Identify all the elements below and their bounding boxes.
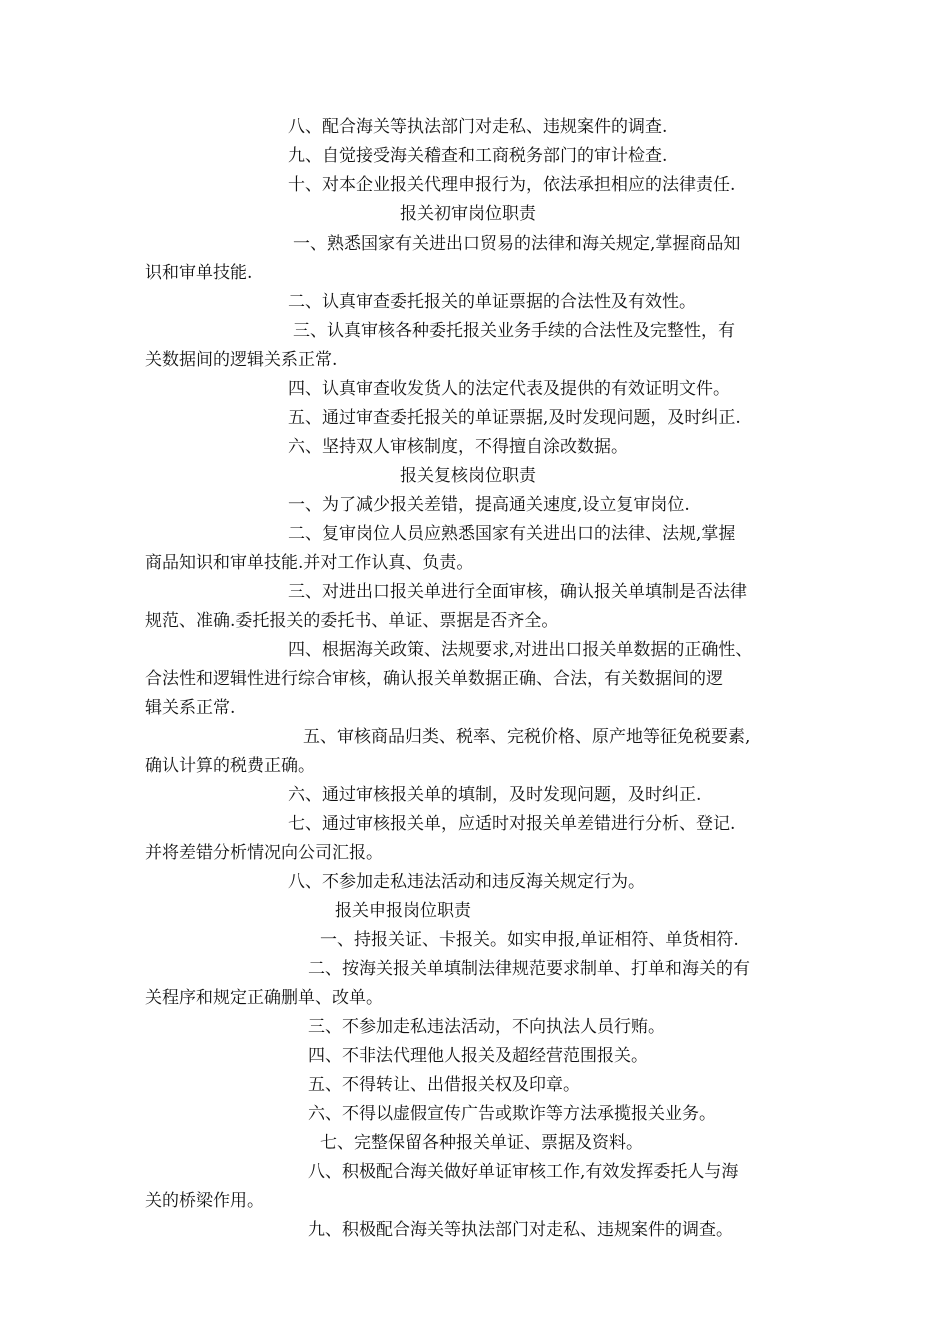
paragraph-line: 八、不参加走私违法活动和违反海关规定行为。	[288, 872, 645, 892]
paragraph-line: 商品知识和审单技能.并对工作认真、负责。	[145, 553, 474, 573]
paragraph-line: 识和审单技能.	[145, 263, 253, 283]
paragraph-line: 规范、准确.委托报关的委托书、单证、票据是否齐全。	[145, 611, 559, 631]
paragraph-line: 四、不非法代理他人报关及超经营范围报关。	[308, 1046, 648, 1066]
paragraph-line: 六、坚持双人审核制度，不得擅自涂改数据。	[288, 437, 628, 457]
paragraph-line: 一、为了减少报关差错，提高通关速度,设立复审岗位.	[288, 495, 690, 515]
paragraph-line: 一、熟悉国家有关进出口贸易的法律和海关规定,掌握商品知	[293, 234, 741, 254]
paragraph-line: 关程序和规定正确删单、改单。	[145, 988, 383, 1008]
paragraph-line: 九、积极配合海关等执法部门对走私、违规案件的调查。	[308, 1220, 733, 1240]
paragraph-line: 三、认真审核各种委托报关业务手续的合法性及完整性，有	[293, 321, 735, 341]
paragraph-line: 八、配合海关等执法部门对走私、违规案件的调查.	[288, 117, 668, 137]
paragraph-line: 七、通过审核报关单，应适时对报关单差错进行分析、登记.	[288, 814, 736, 834]
paragraph-line: 二、按海关报关单填制法律规范要求制单、打单和海关的有	[308, 959, 750, 979]
paragraph-line: 确认计算的税费正确。	[145, 756, 315, 776]
paragraph-line: 五、通过审查委托报关的单证票据,及时发现问题，及时纠正.	[288, 408, 741, 428]
paragraph-line: 四、认真审查收发货人的法定代表及提供的有效证明文件。	[288, 379, 730, 399]
section-title-initial-review: 报关初审岗位职责	[400, 204, 536, 224]
section-title-recheck: 报关复核岗位职责	[400, 466, 536, 486]
paragraph-line: 七、完整保留各种报关单证、票据及资料。	[320, 1133, 643, 1153]
paragraph-line: 四、根据海关政策、法规要求,对进出口报关单数据的正确性、	[288, 640, 753, 660]
paragraph-line: 五、不得转让、出借报关权及印章。	[308, 1075, 580, 1095]
paragraph-line: 八、积极配合海关做好单证审核工作,有效发挥委托人与海	[308, 1162, 739, 1182]
paragraph-line: 十、对本企业报关代理申报行为，依法承担相应的法律责任.	[288, 175, 736, 195]
paragraph-line: 二、认真审查委托报关的单证票据的合法性及有效性。	[288, 292, 696, 312]
paragraph-line: 合法性和逻辑性进行综合审核，确认报关单数据正确、合法，有关数据间的逻	[145, 669, 723, 689]
paragraph-line: 五、审核商品归类、税率、完税价格、原产地等征免税要素,	[303, 727, 751, 747]
paragraph-line: 关的桥梁作用。	[145, 1191, 264, 1211]
paragraph-line: 三、不参加走私违法活动，不向执法人员行贿。	[308, 1017, 665, 1037]
paragraph-line: 一、持报关证、卡报关。如实申报,单证相符、单货相符.	[320, 930, 739, 950]
paragraph-line: 六、不得以虚假宣传广告或欺诈等方法承揽报关业务。	[308, 1104, 716, 1124]
paragraph-line: 三、对进出口报关单进行全面审核，确认报关单填制是否法律	[288, 582, 747, 602]
paragraph-line: 并将差错分析情况向公司汇报。	[145, 843, 383, 863]
paragraph-line: 九、自觉接受海关稽查和工商税务部门的审计检查.	[288, 146, 668, 166]
paragraph-line: 二、复审岗位人员应熟悉国家有关进出口的法律、法规,掌握	[288, 524, 736, 544]
section-title-declaration: 报关申报岗位职责	[335, 901, 471, 921]
paragraph-line: 关数据间的逻辑关系正常.	[145, 350, 338, 370]
paragraph-line: 六、通过审核报关单的填制，及时发现问题，及时纠正.	[288, 785, 702, 805]
paragraph-line: 辑关系正常.	[145, 698, 236, 718]
